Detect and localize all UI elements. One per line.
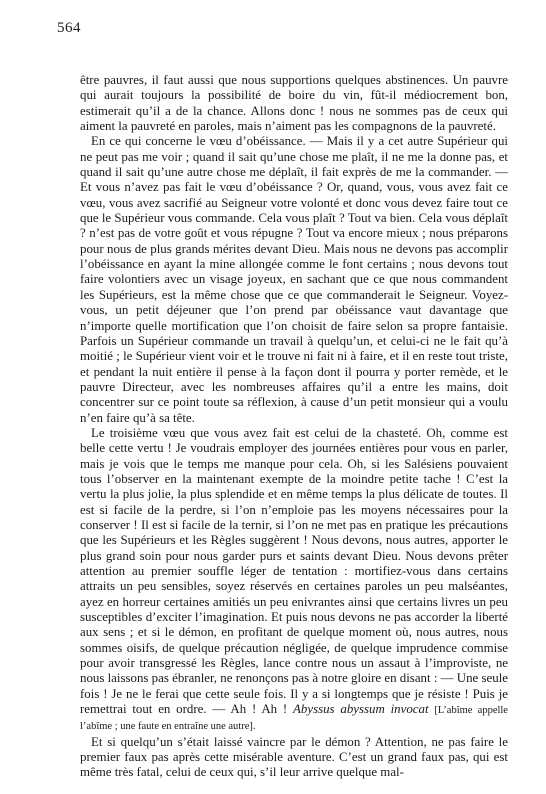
paragraph-poverty-continued: être pauvres, il faut aussi que nous supportions quelques abstinences. Un pauvre qui aurait toujours la possibilité de boire du vin, fût-il médiocrement bon, estimerait qu’il a de la chance. Allons donc ! nous ne sommes pas de ceux qui aiment la pauvreté en paroles, mais n’aiment pas les compagnons de la pauvreté. xyxy=(80,73,508,134)
body-text xyxy=(80,73,508,781)
page-number: 564 xyxy=(57,20,81,36)
paragraph-obedience: En ce qui concerne le vœu d’obéissance. — Mais il y a cet autre Supérieur qui ne peut pas me voir ; quand il sait qu’une chose me plaît, il ne me la donne pas, et quand il sait qu’une autre chose me déplaît, il fait exprès de me la commander. — Et vous n’avez pas fait le vœu d’obéissance ? Or, quand, vous, vous avez fait ce vœu, vous avez sacrifié au Seigneur votre volonté et donc vous devez faire tout ce que le Supérieur vous commande. Cela vous plaît ? Tout va bien. Cela vous déplaît ? n’est pas de votre goût et vous répugne ? Tout va encore mieux ; nous préparons pour nous de plus grands mérites devant Dieu. Mais nous ne devons pas accomplir l’obéissance en ayant la mine allongée comme le font certains ; nous devons tout faire volontiers avec un visage joyeux, en sachant que ce que nous commandent les Supérieurs, est la même chose que ce que commanderait le Seigneur. Voyez-vous, un petit déjeuner que l’on prend par obéissance vaut davantage que n’importe quelle mortification que l’on choisit de faire selon sa propre fantaisie. Parfois un Supérieur commande un travail à quelqu’un, et celui-ci ne le fait qu’à moitié ; le Supérieur vient voir et le trouve ni fait ni à faire, et il en reste tout triste, et pendant la nuit entière il pense à la façon dont il pourra y porter remède, et le pauvre Directeur, avec les nombreuses affaires qu’il a entre les mains, doit concentrer sur ce point toute sa réflexion, à cause d’un petit monsieur qui a voulu n’en faire qu’à sa tête. xyxy=(80,134,508,425)
paragraph-chastity xyxy=(80,426,508,735)
paragraph-first-false-step: Et si quelqu’un s’était laissé vaincre par le démon ? Attention, ne pas faire le premier faux pas après cette misérable aventure. C’est un grand faux pas, qui est même très fatal, celui de ceux qui, s’il leur arrive quelque mal- xyxy=(80,734,508,780)
paragraph-chastity-text: Le troisième vœu que vous avez fait est celui de la chasteté. Oh, comme est belle cette vertu ! Je voudrais employer des journées entières pour vous en parler, mais je vois que le temps me manque pour cela. Oh, si les Salésiens pouvaient tous l’observer en la maintenant exempte de la moindre petite tache ! C’est la vertu la plus jolie, la plus splendide et en même temps la plus délicate de toutes. Il est si facile de la perdre, si l’on n’emploie pas les moyens nécessaires pour la conserver ! Il est si facile de la ternir, si l’on ne met pas en pratique les précautions que les Supérieurs et les Règles suggèrent ! Nous devons, nous autres, apporter le plus grand soin pour nous garder purs et saints devant Dieu. Nous devons prêter attention au premier souffle léger de tentation : mortifiez-vous dans certains attraits un peu sensibles, soyez réservés en certaines paroles un peu malséantes, ayez en horreur certaines amitiés un peu enivrantes ainsi que certains livres un peu susceptibles d’exciter l’imagination. Et puis nous devons ne pas accorder la liberté aux sens ; et si le démon, en profitant de quelque moment où, nous autres, nous sommes oisifs, de quelque précaution négligée, de quelque imprudence commise pour avoir transgressé les Règles, lance contre nous un assaut à l’improviste, ne nous laissons pas ébranler, ne renonçons pas à notre gloire en disant : — Une seule fois ! Je ne le ferai que cette seule fois. Il y a si longtemps que je résiste ! Puis je remettrai tout en ordre. — Ah ! Ah ! xyxy=(80,425,508,717)
latin-quote: Abyssus abyssum invocat xyxy=(293,702,429,717)
translation-note: [L’abîme appelle l’abîme ; une faute en entraîne une autre]. xyxy=(80,705,508,733)
